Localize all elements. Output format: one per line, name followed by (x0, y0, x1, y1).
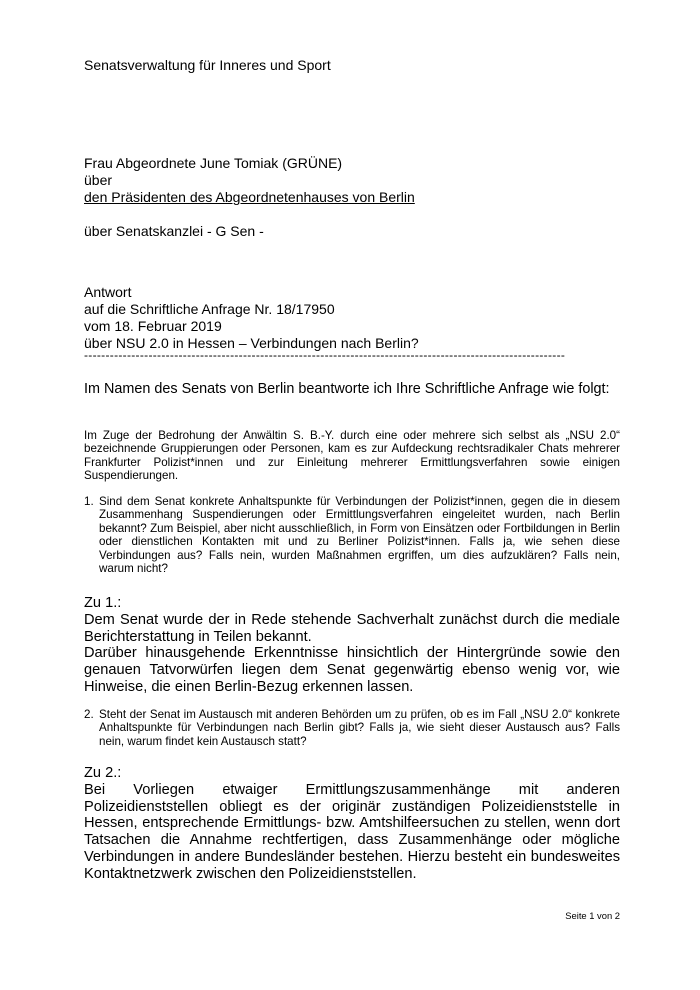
answer-2-paragraph-1: Bei Vorliegen etwaiger Ermittlungszusammenhänge mit anderen Polizeidienststellen obliegt es der originär zuständigen Polizeidienststelle in Hessen, entsprechende Ermittlungs- bzw. Amtshilfeersuchen zu stellen, wenn dort Tatsachen die Annahme rechtfertigen, dass Zusammenhänge oder mögliche Verbindungen in andere Bundesländer bestehen. Hierzu besteht ein bundesweites Kontaktnetzwerk zwischen den Polizeidienststellen. (84, 781, 620, 882)
intro-sentence: Im Namen des Senats von Berlin beantworte ich Ihre Schriftliche Anfrage wie folgt: (84, 381, 610, 397)
preamble-paragraph: Im Zuge der Bedrohung der Anwältin S. B.-Y. durch eine oder mehrere sich selbst als „NSU 2.0“ bezeichnende Gruppierungen oder Personen, kam es zur Aufdeckung rechtsradikaler Chats mehrerer Frankfurter Polizist*innen und zur Einleitung mehrerer Ermittlungsverfahren sowie einigen Suspendierungen. (84, 429, 620, 483)
answer-1 (84, 595, 620, 696)
recipient-block (84, 155, 415, 240)
recipient-via: über (84, 172, 113, 188)
question-1-text: Sind dem Senat konkrete Anhaltspunkte für Verbindungen der Polizist*innen, gegen die in diesem Zusammenhang Suspendierungen oder Ermittlungsverfahren eingeleitet wurden, nach Berlin bekannt? Zum Beispiel, aber nicht ausschließlich, in Form von Einsätzen oder Fortbildungen in Berlin oder dienstlichen Kontakten mit und zu Berliner Polizist*innen. Falls ja, wie sehen diese Verbindungen aus? Falls nein, wurden Maßnahmen ergriffen, um dies aufzuklären? Falls nein, warum nicht? (99, 495, 620, 576)
recipient-president-underlined: den Präsidenten des Abgeordnetenhauses von Berlin (84, 189, 415, 205)
department-name: Senatsverwaltung für Inneres und Sport (84, 57, 331, 73)
subject-date: vom 18. Februar 2019 (84, 318, 222, 334)
answer-1-paragraph-1: Dem Senat wurde der in Rede stehende Sachverhalt zunächst durch die mediale Berichterstattung in Teilen bekannt. (84, 611, 620, 645)
separator-line: ---------------------------------------------------------------------------------------------------------------- (84, 348, 566, 362)
recipient-name: Frau Abgeordnete June Tomiak (GRÜNE) (84, 155, 343, 171)
recipient-president (84, 189, 415, 206)
subject-answer: Antwort (84, 284, 132, 300)
page-number: Seite 1 von 2 (565, 910, 620, 921)
answer-2 (84, 765, 620, 883)
recipient-chancellery: über Senatskanzlei - G Sen - (84, 223, 264, 239)
subject-title: über NSU 2.0 in Hessen – Verbindungen nach Berlin? (84, 335, 419, 351)
subject-block (84, 284, 419, 352)
question-1-number: 1. (84, 495, 94, 508)
question-2-text: Steht der Senat im Austausch mit anderen Behörden um zu prüfen, ob es im Fall „NSU 2.0“ konkrete Anhaltspunkte für Verbindungen nach Berlin gibt? Falls ja, wie sieht dieser Austausch aus? Falls nein, warum findet kein Austausch statt? (99, 708, 620, 748)
question-2-number: 2. (84, 708, 94, 721)
question-1 (84, 495, 620, 575)
question-2 (84, 708, 620, 748)
answer-1-paragraph-2: Darüber hinausgehende Erkenntnisse hinsichtlich der Hintergründe sowie den genauen Tatvorwürfen liegen dem Senat gegenwärtig ebenso wenig vor, wie Hinweise, die einen Berlin-Bezug erkennen lassen. (84, 645, 620, 695)
subject-inquiry-number: auf die Schriftliche Anfrage Nr. 18/17950 (84, 301, 335, 317)
answer-1-heading: Zu 1.: (84, 595, 122, 611)
answer-2-heading: Zu 2.: (84, 765, 122, 781)
